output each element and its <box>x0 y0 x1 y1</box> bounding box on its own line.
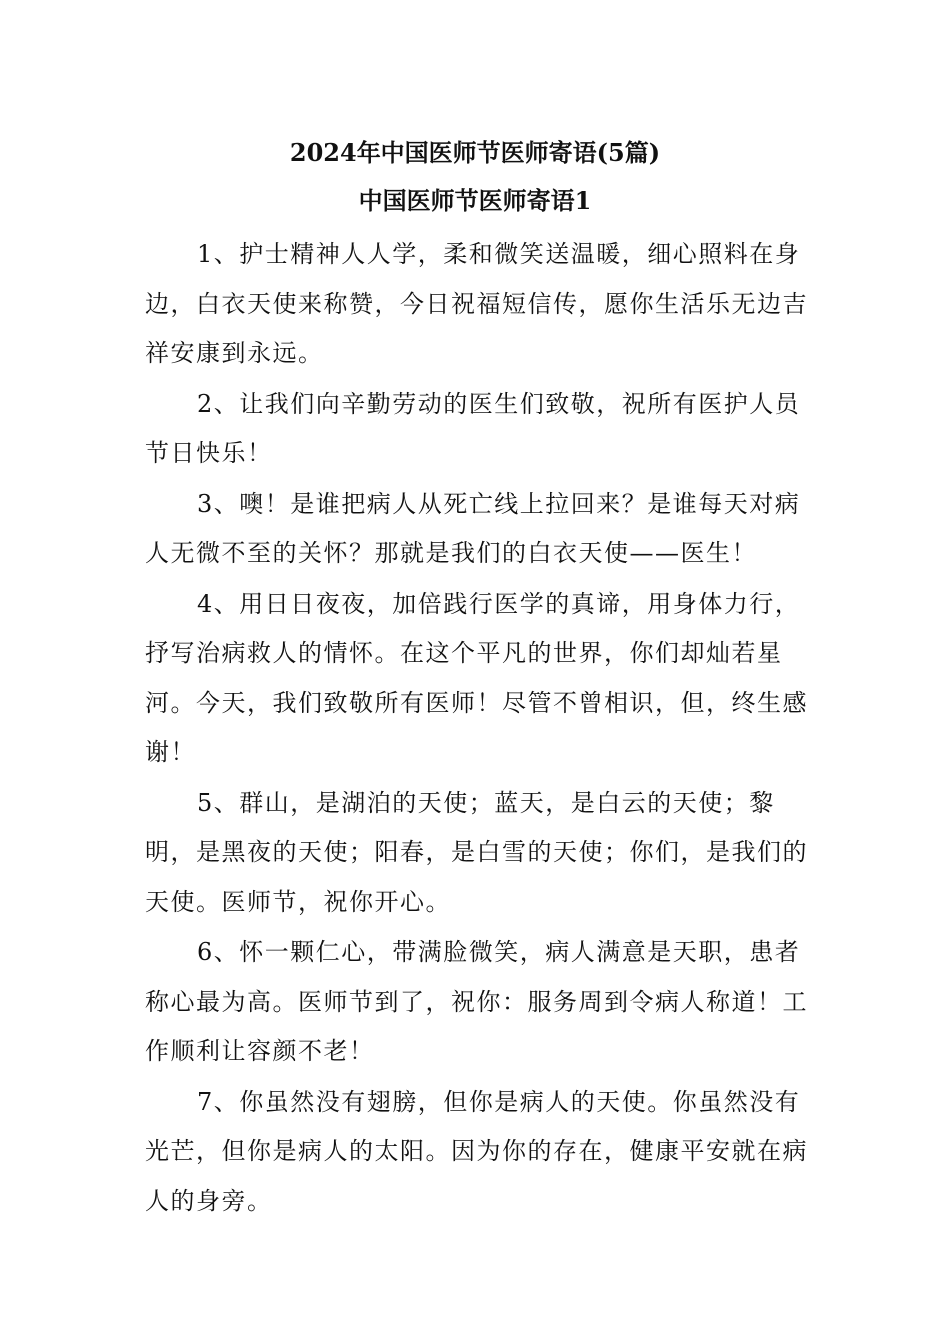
document-body <box>145 230 809 1227</box>
paragraph-6: 6、怀一颗仁心，带满脸微笑，病人满意是天职，患者称心最为高。医师节到了，祝你：服务周到令病人称道！工作顺利让容颜不老！ <box>145 938 808 1065</box>
paragraph-1: 1、护士精神人人学，柔和微笑送温暖，细心照料在身边，白衣天使来称赞，今日祝福短信传，愿你生活乐无边吉祥安康到永远。 <box>145 240 808 367</box>
paragraph-5: 5、群山，是湖泊的天使；蓝天，是白云的天使；黎明，是黑夜的天使；阳春，是白雪的天使；你们，是我们的天使。医师节，祝你开心。 <box>145 788 808 916</box>
document-title: 2024年中国医师节医师寄语(5篇) <box>289 138 661 167</box>
paragraph-4: 4、用日日夜夜，加倍践行医学的真谛，用身体力行，抒写治病救人的情怀。在这个平凡的世界，你们却灿若星河。今天，我们致敬所有医师！尽管不曾相识，但，终生感谢！ <box>145 589 808 766</box>
paragraph-7: 7、你虽然没有翅膀，但你是病人的天使。你虽然没有光芒，但你是病人的太阳。因为你的存在，健康平安就在病人的身旁。 <box>145 1087 808 1215</box>
section-title: 中国医师节医师寄语1 <box>358 186 592 215</box>
paragraph-3: 3、噢！是谁把病人从死亡线上拉回来？是谁每天对病人无微不至的关怀？那就是我们的白衣天使——医生！ <box>145 489 801 567</box>
paragraph-2: 2、让我们向辛勤劳动的医生们致敬，祝所有医护人员节日快乐！ <box>145 389 801 467</box>
